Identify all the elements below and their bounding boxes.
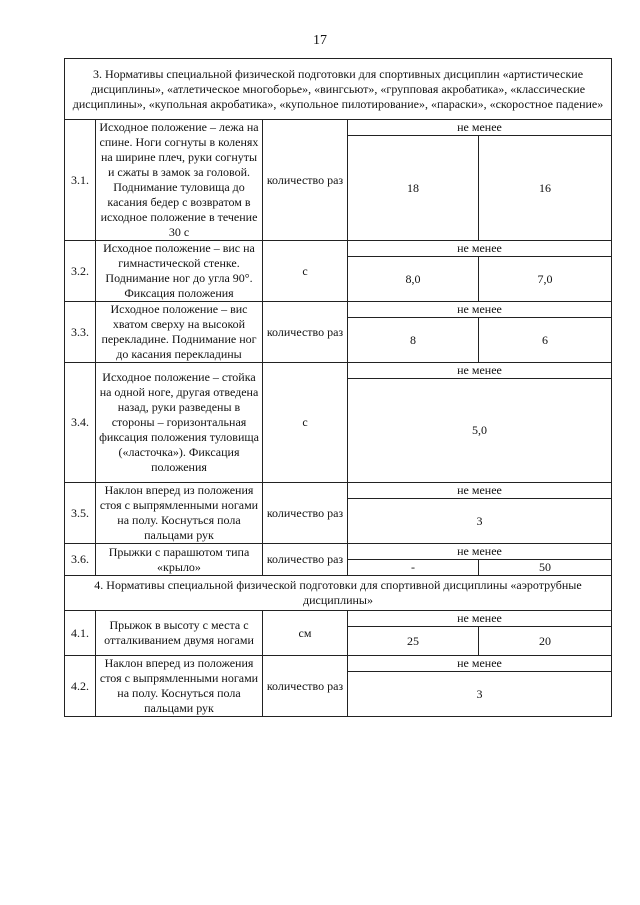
row-number: 3.3. <box>65 302 96 363</box>
not-less-header: не менее <box>348 656 612 672</box>
table-row <box>65 302 612 318</box>
unit-cell: количество раз <box>263 302 348 363</box>
exercise-description: Исходное положение – вис хватом сверху на высокой перекладине. Поднимание ног до касания перекладины <box>96 302 263 363</box>
value-cell: 20 <box>479 627 612 656</box>
row-number: 3.2. <box>65 241 96 302</box>
value-cell: 8 <box>348 318 479 363</box>
value-cell: 3 <box>348 499 612 544</box>
not-less-header: не менее <box>348 241 612 257</box>
row-number: 3.6. <box>65 544 96 576</box>
row-number: 3.4. <box>65 363 96 483</box>
not-less-header: не менее <box>348 120 612 136</box>
section-4-title: 4. Нормативы специальной физической подготовки для спортивной дисциплины «аэротрубные дисциплины» <box>65 576 612 611</box>
not-less-header: не менее <box>348 611 612 627</box>
unit-cell: количество раз <box>263 120 348 241</box>
exercise-description: Прыжки с парашютом типа «крыло» <box>96 544 263 576</box>
not-less-header: не менее <box>348 544 612 560</box>
exercise-description: Прыжок в высоту с места с отталкиванием двумя ногами <box>96 611 263 656</box>
unit-cell: количество раз <box>263 483 348 544</box>
value-cell: 50 <box>479 560 612 576</box>
exercise-description: Наклон вперед из положения стоя с выпрямленными ногами на полу. Коснуться пола пальцами рук <box>96 656 263 717</box>
row-number: 3.5. <box>65 483 96 544</box>
standards-table <box>64 58 612 717</box>
table-row <box>65 656 612 672</box>
value-cell: 5,0 <box>348 379 612 483</box>
table-row <box>65 544 612 560</box>
row-number: 3.1. <box>65 120 96 241</box>
table-row <box>65 120 612 136</box>
value-cell: 6 <box>479 318 612 363</box>
value-cell: 16 <box>479 136 612 241</box>
exercise-description: Наклон вперед из положения стоя с выпрямленными ногами на полу. Коснуться пола пальцами рук <box>96 483 263 544</box>
row-number: 4.2. <box>65 656 96 717</box>
value-cell: 3 <box>348 672 612 717</box>
not-less-header: не менее <box>348 302 612 318</box>
table-row <box>65 241 612 257</box>
value-cell: 25 <box>348 627 479 656</box>
value-cell: - <box>348 560 479 576</box>
not-less-header: не менее <box>348 363 612 379</box>
unit-cell: с <box>263 241 348 302</box>
section-3-header-row <box>65 59 612 120</box>
not-less-header: не менее <box>348 483 612 499</box>
page-number: 17 <box>313 33 327 48</box>
unit-cell: см <box>263 611 348 656</box>
unit-cell: количество раз <box>263 544 348 576</box>
exercise-description: Исходное положение – вис на гимнастической стенке. Поднимание ног до угла 90°. Фиксация положения <box>96 241 263 302</box>
value-cell: 18 <box>348 136 479 241</box>
value-cell: 8,0 <box>348 257 479 302</box>
exercise-description: Исходное положение – лежа на спине. Ноги согнуты в коленях на ширине плеч, руки согнуты и сжаты в замок за головой. Поднимание туловища до касания бедер с возвратом в исходное положение в течение 30 с <box>96 120 263 241</box>
table-row <box>65 611 612 627</box>
exercise-description: Исходное положение – стойка на одной ноге, другая отведена назад, руки разведены в стороны – горизонтальная фиксация положения туловища («ласточка»). Фиксация положения <box>96 363 263 483</box>
section-3-title: 3. Нормативы специальной физической подготовки для спортивных дисциплин «артистические дисциплины», «атлетическое многоборье», «вингсьют», «групповая акробатика», «классические дисциплины», «купольная акробатика», «купольное пилотирование», «параски», «скоростное падение» <box>65 59 612 120</box>
section-4-header-row <box>65 576 612 611</box>
unit-cell: количество раз <box>263 656 348 717</box>
table-row <box>65 363 612 379</box>
value-cell: 7,0 <box>479 257 612 302</box>
row-number: 4.1. <box>65 611 96 656</box>
unit-cell: с <box>263 363 348 483</box>
table-row <box>65 483 612 499</box>
